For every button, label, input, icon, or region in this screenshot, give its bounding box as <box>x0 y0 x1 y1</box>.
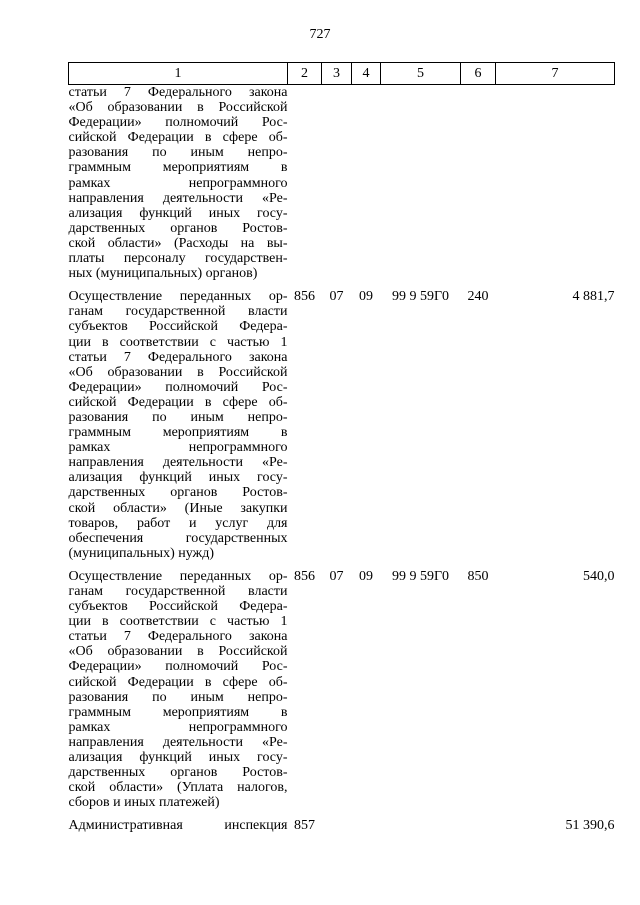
description-line: дарственных органов Ростов- <box>68 220 288 236</box>
header-row <box>69 63 615 85</box>
description-line: разования по иным непро- <box>68 409 288 425</box>
description-line: дарственных органов Ростов- <box>68 485 288 501</box>
cell-subsection: 09 <box>359 289 373 305</box>
description-line: разования по иным непро- <box>68 689 288 705</box>
cell-amount <box>496 85 615 282</box>
cell-ministry: 856 <box>294 289 315 305</box>
description-line: сийской Федерации в сфере об- <box>68 130 288 146</box>
description-line: «Об образовании в Российской <box>68 364 288 380</box>
description-line: Федерации» полномочий Рос- <box>68 115 288 131</box>
description-line: ции в соответствии с частью 1 <box>68 334 288 350</box>
description-line: Осуществление переданных ор- <box>68 568 288 584</box>
cell-subsection: 09 <box>359 568 373 584</box>
cell-ministry: 857 <box>294 818 315 834</box>
description-line: сийской Федерации в сфере об- <box>68 674 288 690</box>
cell-target-article <box>381 85 461 282</box>
description-line: граммным мероприятиям в <box>68 704 288 720</box>
cell-description <box>69 810 288 833</box>
description-line: ализация функций иных госу- <box>68 205 288 221</box>
description-line: статьи 7 Федерального закона <box>68 85 288 100</box>
cell-subsection <box>352 85 381 282</box>
cell-section: 07 <box>329 568 344 584</box>
description-line: обеспечения государственных <box>68 530 288 546</box>
header-col-4: 4 <box>352 63 381 85</box>
description-line: платы персоналу государствен- <box>68 251 288 267</box>
description-line: субъектов Российской Федера- <box>68 319 288 335</box>
cell-expense-type: 850 <box>467 568 489 584</box>
header-col-3: 3 <box>322 63 352 85</box>
description-line: рамках непрограммного <box>68 719 288 735</box>
table-row <box>69 810 615 833</box>
description-line: Федерации» полномочий Рос- <box>68 659 288 675</box>
header-col-2: 2 <box>288 63 322 85</box>
cell-description <box>69 281 288 561</box>
page-number: 727 <box>309 27 331 42</box>
cell-section <box>322 810 352 833</box>
description-line: ской области» (Иные закупки <box>68 500 288 516</box>
description-line: «Об образовании в Российской <box>68 100 288 116</box>
table-row <box>69 561 615 811</box>
description-line: статьи 7 Федерального закона <box>68 349 288 365</box>
description-line: дарственных органов Ростов- <box>68 765 288 781</box>
description-line: направления деятельности «Ре- <box>68 455 288 471</box>
header-col-5: 5 <box>381 63 461 85</box>
description-line: ской области» (Уплата налогов, <box>68 780 288 796</box>
description-line: ализация функций иных госу- <box>68 470 288 486</box>
cell-amount: 540,0 <box>583 568 615 584</box>
header-col-6: 6 <box>461 63 496 85</box>
budget-table <box>68 62 615 834</box>
description-line: Административная инспекция <box>68 818 288 834</box>
description-line: товаров, работ и услуг для <box>68 515 288 531</box>
cell-expense-type: 240 <box>467 289 489 305</box>
cell-ministry <box>288 85 322 282</box>
description-line: субъектов Российской Федера- <box>68 599 288 615</box>
table-row <box>69 281 615 561</box>
cell-ministry: 856 <box>294 568 315 584</box>
cell-section: 07 <box>329 289 344 305</box>
header-col-1: 1 <box>69 63 288 85</box>
description-line: ганам государственной власти <box>68 304 288 320</box>
cell-subsection <box>352 810 381 833</box>
description-line: ганам государственной власти <box>68 584 288 599</box>
description-line: рамках непрограммного <box>68 175 288 191</box>
table-row <box>69 85 615 282</box>
description-line: рамках непрограммного <box>68 440 288 456</box>
cell-expense-type <box>461 85 496 282</box>
description-line: граммным мероприятиям в <box>68 425 288 441</box>
description-line: разования по иным непро- <box>68 145 288 161</box>
description-line: «Об образовании в Российской <box>68 644 288 660</box>
cell-expense-type <box>461 810 496 833</box>
description-line: ции в соответствии с частью 1 <box>68 614 288 630</box>
cell-target-article: 99 9 59Г0 <box>391 568 450 584</box>
description-line: сборов и иных платежей) <box>68 795 220 811</box>
cell-description <box>69 561 288 811</box>
cell-target-article: 99 9 59Г0 <box>391 289 450 305</box>
description-line: направления деятельности «Ре- <box>68 734 288 750</box>
cell-section <box>322 85 352 282</box>
description-line: Федерации» полномочий Рос- <box>68 379 288 395</box>
description-line: направления деятельности «Ре- <box>68 190 288 206</box>
description-line: ализация функций иных госу- <box>68 750 288 766</box>
description-line: сийской Федерации в сфере об- <box>68 394 288 410</box>
description-line: Осуществление переданных ор- <box>68 289 288 305</box>
description-line: граммным мероприятиям в <box>68 160 288 176</box>
cell-amount: 51 390,6 <box>565 818 615 834</box>
header-col-7: 7 <box>496 63 615 85</box>
cell-target-article <box>381 810 461 833</box>
description-line: статьи 7 Федерального закона <box>68 629 288 645</box>
description-line: ных (муниципальных) органов) <box>68 266 258 282</box>
description-line: ской области» (Расходы на вы- <box>68 235 288 251</box>
cell-amount: 4 881,7 <box>572 289 615 305</box>
description-line: (муниципальных) нужд) <box>68 545 215 561</box>
cell-description <box>69 85 288 282</box>
